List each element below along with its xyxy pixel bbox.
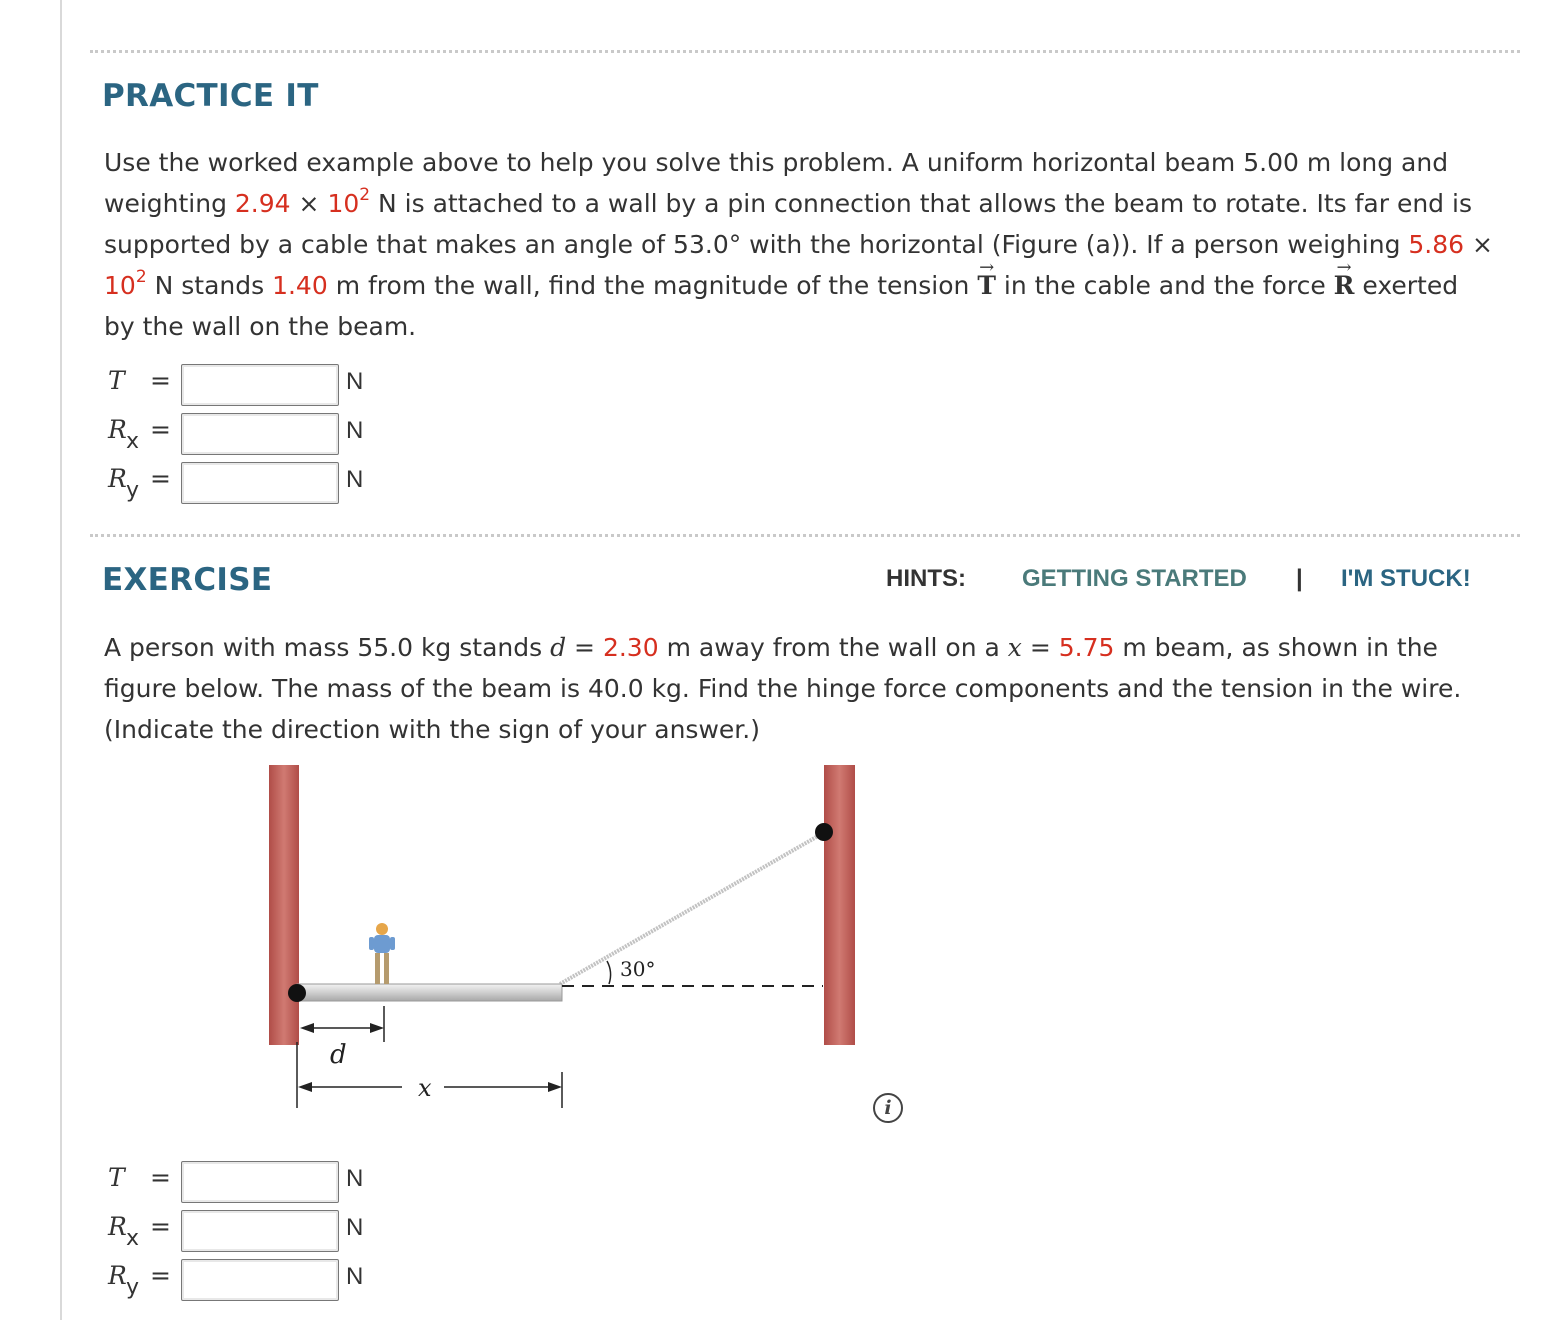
person-weight-value: 5.86 [1408, 230, 1465, 259]
d-value: 2.30 [602, 633, 659, 662]
x-arrow-head-left [298, 1082, 312, 1092]
beam [297, 984, 562, 1001]
info-icon[interactable]: i [873, 1093, 903, 1123]
angle-arc [607, 961, 611, 984]
stand-distance-value: 1.40 [272, 271, 328, 300]
cable-anchor [815, 823, 833, 841]
exercise-ry-input[interactable] [181, 1259, 339, 1301]
left-margin-rule [60, 0, 62, 1320]
d-arrow-head-left [300, 1023, 314, 1033]
hint-getting-started-link[interactable]: GETTING STARTED [1022, 565, 1247, 592]
practice-tension-input[interactable] [181, 364, 339, 406]
d-label: d [330, 1040, 347, 1070]
hinge-pin [288, 984, 306, 1002]
right-wall [824, 765, 855, 1045]
practice-problem-text: Use the worked example above to help you solve this problem. A uniform horizontal beam 5.00 m long and weighting $2.94 \times 10^2$ N is attached to a wall by a pin connection that allows the beam to rotate. Its far end is supported by a cable that makes an angle of 53.0° with the horizontal (Figure (a)). If a person weighing $5.86 \times 10^2$ N stands 1.40 m from the wall, find the magnitude of the tension → T in the cable and the force → R exerted by the wall on the beam. [104, 142, 1494, 347]
tension-vector-symbol: → T [977, 265, 996, 306]
beam-weight-value: 2.94 [234, 189, 291, 218]
x-value: 5.75 [1058, 633, 1115, 662]
practice-rx-input[interactable] [181, 413, 339, 455]
beam-figure [260, 760, 870, 1120]
x-arrow-head-right [548, 1082, 562, 1092]
person [369, 923, 395, 984]
hints-label: HINTS: [886, 565, 966, 592]
section-divider [90, 534, 1520, 537]
x-label: x [418, 1074, 432, 1102]
hints-separator: | [1296, 565, 1303, 592]
exercise-tension-input[interactable] [181, 1161, 339, 1203]
force-vector-symbol: → R [1334, 265, 1355, 306]
practice-title: PRACTICE IT [102, 78, 319, 114]
angle-label: 30° [620, 957, 656, 981]
exercise-title: EXERCISE [102, 562, 273, 598]
section-divider [90, 50, 1520, 53]
exercise-rx-input[interactable] [181, 1210, 339, 1252]
left-wall [269, 765, 299, 1045]
practice-ry-input[interactable] [181, 462, 339, 504]
hint-im-stuck-link[interactable]: I'M STUCK! [1341, 565, 1471, 592]
cable [560, 832, 825, 984]
d-arrow-head-right [370, 1023, 384, 1033]
exercise-problem-text: A person with mass 55.0 kg stands d = 2.30 m away from the wall on a x = 5.75 m beam, as shown in the figure below. The mass of the beam is 40.0 kg. Find the hinge force components and the tension in the wire. (Indicate the direction with the sign of your answer.) [104, 633, 1462, 744]
